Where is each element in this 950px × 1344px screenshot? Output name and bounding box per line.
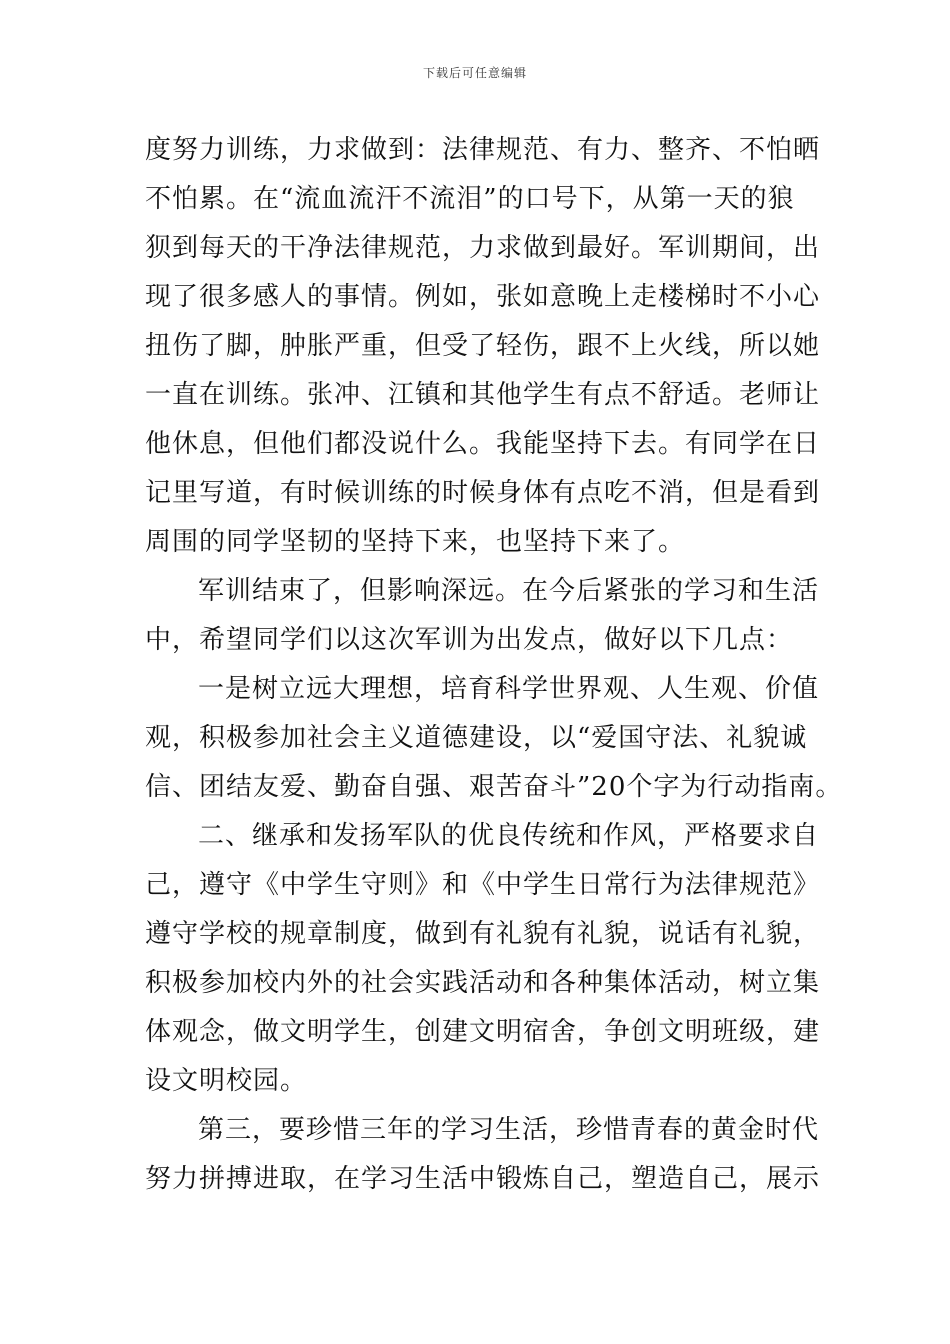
- text-line: 信、团结友爱、勤奋自强、艰苦奋斗”20个字为行动指南。: [145, 772, 843, 802]
- text-line: 周围的同学坚韧的坚持下来，也坚持下来了。: [145, 527, 686, 557]
- text-line: 己，遵守《中学生守则》和《中学生日常行为法律规范》: [145, 870, 821, 900]
- text-line: 狈到每天的干净法律规范，力求做到最好。军训期间，出: [145, 233, 821, 263]
- text-line: 一直在训练。张冲、江镇和其他学生有点不舒适。老师让: [145, 380, 821, 410]
- text-line: 遵守学校的规章制度，做到有礼貌有礼貌，说话有礼貌，: [145, 919, 821, 949]
- text-line: 现了很多感人的事情。例如，张如意晚上走楼梯时不小心: [145, 282, 821, 312]
- paragraph-start-line: 军训结束了，但影响深远。在今后紧张的学习和生活: [198, 576, 820, 606]
- text-line: 体观念，做文明学生，创建文明宿舍，争创文明班级，建: [145, 1017, 821, 1047]
- paragraph-start-line: 第三，要珍惜三年的学习生活，珍惜青春的黄金时代: [198, 1115, 820, 1145]
- text-line: 扭伤了脚，肿胀严重，但受了轻伤，跟不上火线，所以她: [145, 331, 821, 361]
- document-body: [145, 126, 843, 1204]
- text-line: 记里写道，有时候训练的时候身体有点吃不消，但是看到: [145, 478, 821, 508]
- paragraph-start-line: 一是树立远大理想，培育科学世界观、人生观、价值: [198, 674, 820, 704]
- text-line: 观，积极参加社会主义道德建设，以“爱国守法、礼貌诚: [145, 723, 808, 753]
- paragraph-start-line: 二、继承和发扬军队的优良传统和作风，严格要求自: [198, 821, 820, 851]
- text-line: 不怕累。在“流血流汗不流泪”的口号下，从第一天的狼: [145, 184, 795, 214]
- text-line: 设文明校园。: [145, 1066, 308, 1096]
- text-line: 努力拼搏进取，在学习生活中锻炼自己，塑造自己，展示: [145, 1164, 821, 1194]
- text-line: 中，希望同学们以这次军训为出发点，做好以下几点：: [145, 625, 794, 655]
- page-header: 下载后可任意编辑: [422, 66, 527, 80]
- text-line: 积极参加校内外的社会实践活动和各种集体活动，树立集: [145, 968, 821, 998]
- text-line: 他休息，但他们都没说什么。我能坚持下去。有同学在日: [145, 429, 821, 459]
- text-line: 度努力训练，力求做到：法律规范、有力、整齐、不怕晒: [145, 135, 821, 165]
